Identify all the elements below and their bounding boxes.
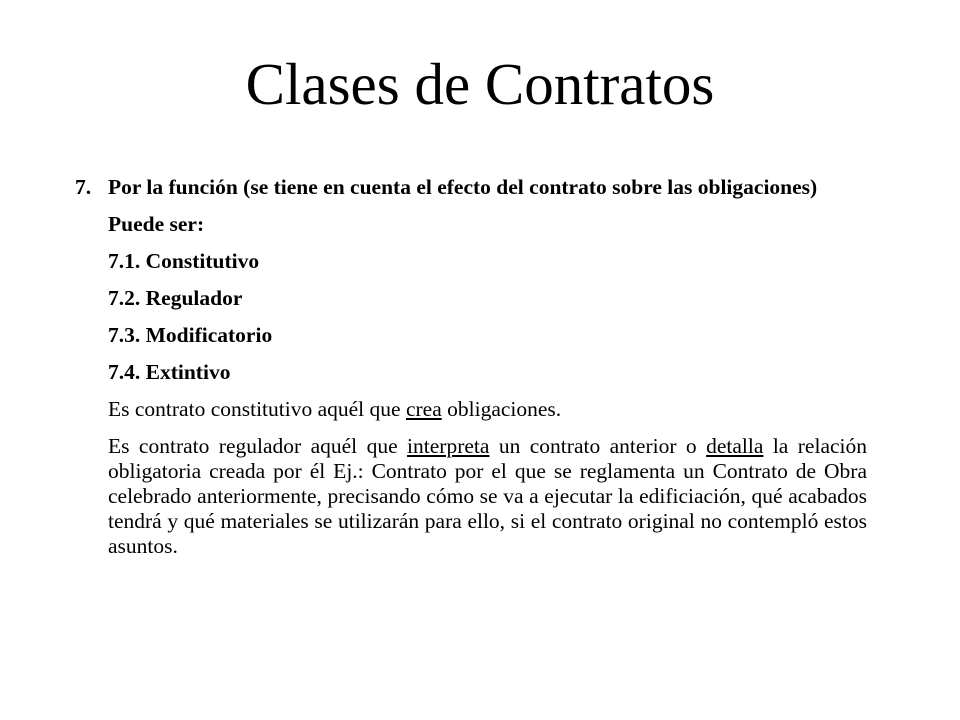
slide-title: Clases de Contratos	[245, 51, 715, 117]
section-number: 7.	[75, 175, 92, 199]
section-7-heading	[75, 175, 867, 200]
paragraph-text: Es contrato regulador aquél que	[108, 434, 408, 458]
slide-content	[75, 175, 867, 559]
section-heading: Por la función (se tiene en cuenta el efecto del contrato sobre las obligaciones)	[108, 175, 818, 199]
paragraph-text: un contrato anterior o	[489, 434, 707, 458]
paragraph-constitutivo	[75, 397, 867, 422]
paragraph-text: obligaciones.	[441, 397, 562, 421]
list-item-regulador: 7.2. Regulador	[108, 286, 243, 310]
underlined-word-interpreta: interpreta	[407, 434, 490, 458]
list-item-constitutivo: 7.1. Constitutivo	[108, 249, 260, 273]
underlined-word-detalla: detalla	[706, 434, 764, 458]
underlined-word-crea: crea	[405, 397, 442, 421]
paragraph-text: Es contrato constitutivo aquél que	[108, 397, 406, 421]
list-item-extintivo: 7.4. Extintivo	[108, 360, 231, 384]
list-item-modificatorio: 7.3. Modificatorio	[108, 323, 273, 347]
intro-text: Puede ser:	[108, 212, 205, 236]
paragraph-text: la relación obligatoria creada por él Ej.: Contrato por el que se reglamenta un Contrato de Obra celebrado anteriormente, precisando cómo se va a ejecutar la edificiación, qué acabados tendrá y qué materiales se utilizarán para ello, si el contrato original no contempló estos asuntos.	[108, 434, 868, 558]
paragraph-regulador	[75, 434, 867, 559]
